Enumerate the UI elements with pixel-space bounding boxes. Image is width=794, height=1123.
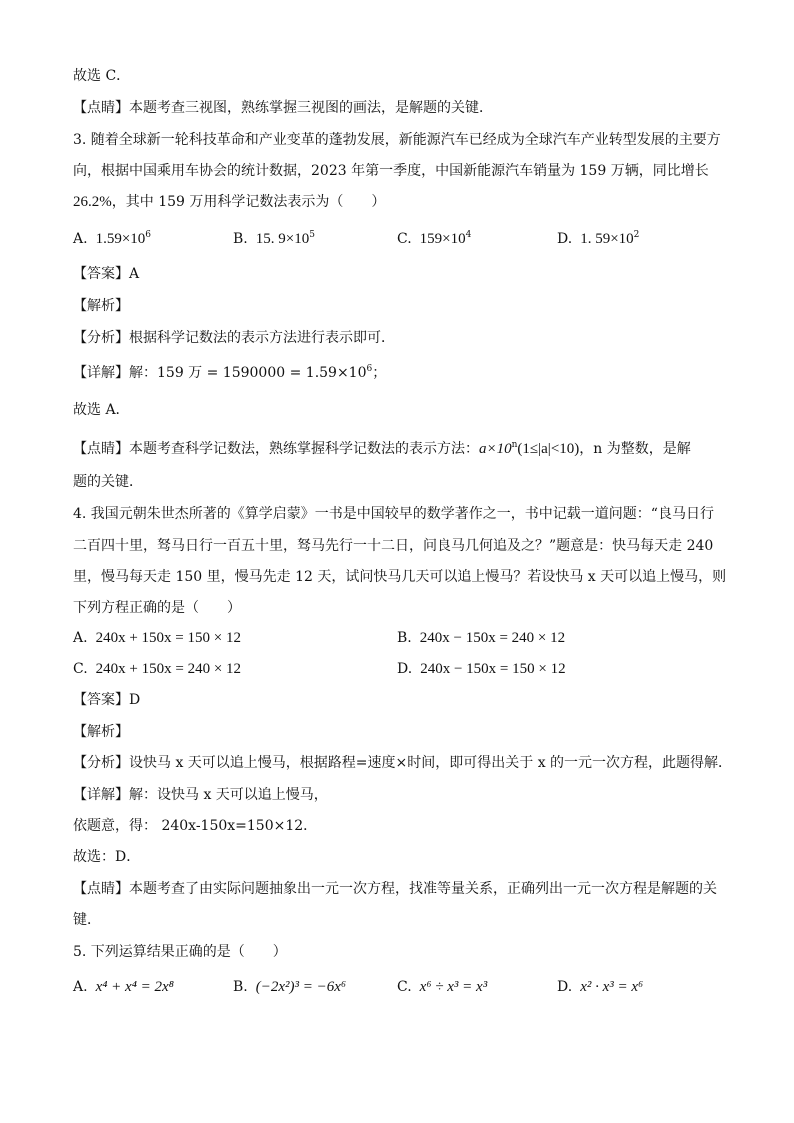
q3-analysis: 【分析】根据科学记数法的表示方法进行表示即可． (73, 330, 395, 346)
q3-note (73, 439, 691, 459)
q4-stem-4: 下列方程正确的是（ ） (73, 600, 241, 616)
q3-option-b-label: B. (233, 231, 248, 247)
q4-option-a-label: A. (73, 630, 88, 646)
q5-option-a (73, 977, 174, 997)
q3-option-a-base: 1.59×10 (95, 231, 146, 247)
q4-stem-2: 二百四十里，驽马日行一百五十里，驽马先行一十二日，问良马几何追及之？”题意是：快马每天走 240 (73, 538, 714, 554)
q4-option-d (397, 659, 566, 679)
q3-option-c (397, 229, 471, 249)
q3-note-exp: n (511, 440, 518, 450)
line-choose-c: 故选 C． (73, 68, 131, 84)
q4-stem-1: 4. 我国元朝朱世杰所著的《算学启蒙》一书是中国较早的数学著作之一，书中记载一道问题：“良马日行 (73, 506, 714, 522)
q3-answer: 【答案】A (73, 266, 140, 282)
q5-option-c (397, 977, 487, 997)
q3-percent: 26.2% (73, 194, 112, 210)
q4-stem-3: 里，慢马每天走 150 里，慢马先走 12 天，试问快马几天可以追上慢马？若设快马 x 天可以追上慢马，则 (73, 569, 727, 585)
q3-detail-exp: 6 (366, 364, 373, 374)
line-note-q2: 【点睛】本题考查三视图，熟练掌握三视图的画法，是解题的关键． (73, 100, 493, 116)
q5-option-c-label: C. (397, 979, 412, 995)
q5-option-b (233, 977, 346, 997)
q3-stem-3-text: ，其中 159 万用科学记数法表示为（ ） (111, 194, 386, 210)
q3-option-b (233, 229, 315, 249)
q4-option-b-eq: 240x − 150x = 240 × 12 (419, 630, 566, 646)
q4-option-d-eq: 240x − 150x = 150 × 12 (420, 661, 566, 677)
q5-option-a-label: A. (73, 979, 88, 995)
q4-equation: 依题意，得： 240x-150x=150×12． (73, 818, 318, 834)
q3-choose: 故选 A． (73, 402, 130, 418)
q4-note-2: 键． (73, 912, 101, 928)
q5-option-d-eq: x² · x³ = x⁶ (580, 979, 644, 995)
q3-option-a-exp: 6 (145, 230, 152, 240)
q4-option-b-label: B. (397, 630, 412, 646)
q4-option-c-label: C. (73, 661, 88, 677)
q5-option-b-label: B. (233, 979, 248, 995)
q5-option-d (557, 977, 643, 997)
q5-option-d-label: D. (557, 979, 573, 995)
q3-analysis-heading: 【解析】 (73, 298, 129, 314)
q3-stem-1: 3. 随着全球新一轮科技革命和产业变革的蓬勃发展，新能源汽车已经成为全球汽车产业转型发展的主要方 (73, 132, 721, 148)
q5-stem: 5. 下列运算结果正确的是（ ） (73, 944, 287, 960)
q4-option-a-eq: 240x + 150x = 150 × 12 (95, 630, 241, 646)
q3-option-d-exp: 2 (633, 230, 640, 240)
q3-option-b-exp: 5 (309, 230, 315, 240)
q3-note-range: (1≤|a|<10) (517, 441, 580, 457)
q3-stem-2: 向，根据中国乘用车协会的统计数据，2023 年第一季度，中国新能源汽车销量为 159 万辆，同比增长 (73, 163, 709, 179)
q3-option-d-label: D. (557, 231, 573, 247)
q3-option-c-base: 159×10 (419, 231, 466, 247)
q4-option-b (397, 628, 565, 648)
q3-option-a-label: A. (73, 231, 88, 247)
q4-choose: 故选：D． (73, 849, 141, 865)
q3-stem-3 (73, 192, 385, 212)
q5-option-b-eq: (−2x²)³ = −6x⁶ (255, 979, 347, 995)
q5-option-c-eq: x⁶ ÷ x³ = x³ (419, 979, 488, 995)
q4-analysis: 【分析】设快马 x 天可以追上慢马，根据路程=速度×时间，即可得出关于 x 的一元一次方程，此题得解． (73, 755, 733, 771)
q3-detail-end: ； (372, 365, 387, 381)
q3-option-b-base: 15. 9×10 (255, 231, 310, 247)
q3-option-d-base: 1. 59×10 (580, 231, 634, 247)
q3-note-text: 【点睛】本题考查科学记数法，熟练掌握科学记数法的表示方法： (73, 441, 479, 457)
q4-answer: 【答案】D (73, 692, 141, 708)
q3-detail (73, 363, 386, 383)
q4-option-c (73, 659, 241, 679)
q3-option-c-label: C. (397, 231, 412, 247)
q3-note-end: ，n 为整数，是解 (579, 441, 691, 457)
q3-option-c-exp: 4 (465, 230, 472, 240)
q4-option-c-eq: 240x + 150x = 240 × 12 (95, 661, 242, 677)
q4-detail: 【详解】解：设快马 x 天可以追上慢马， (73, 787, 328, 803)
q4-option-a (73, 628, 241, 648)
q4-note-1: 【点睛】本题考查了由实际问题抽象出一元一次方程，找准等量关系，正确列出一元一次方程是解题的关 (73, 881, 717, 897)
q4-analysis-heading: 【解析】 (73, 724, 129, 740)
q3-option-d (557, 229, 639, 249)
q5-option-a-eq: x⁴ + x⁴ = 2x⁸ (95, 979, 174, 995)
q3-note-2: 题的关键． (73, 474, 143, 490)
q4-option-d-label: D. (397, 661, 413, 677)
q3-option-a (73, 229, 151, 249)
q3-note-formula: a×10 (479, 441, 512, 457)
q3-detail-text: 【详解】解：159 万 = 1590000 = 1.59×10 (73, 365, 367, 381)
